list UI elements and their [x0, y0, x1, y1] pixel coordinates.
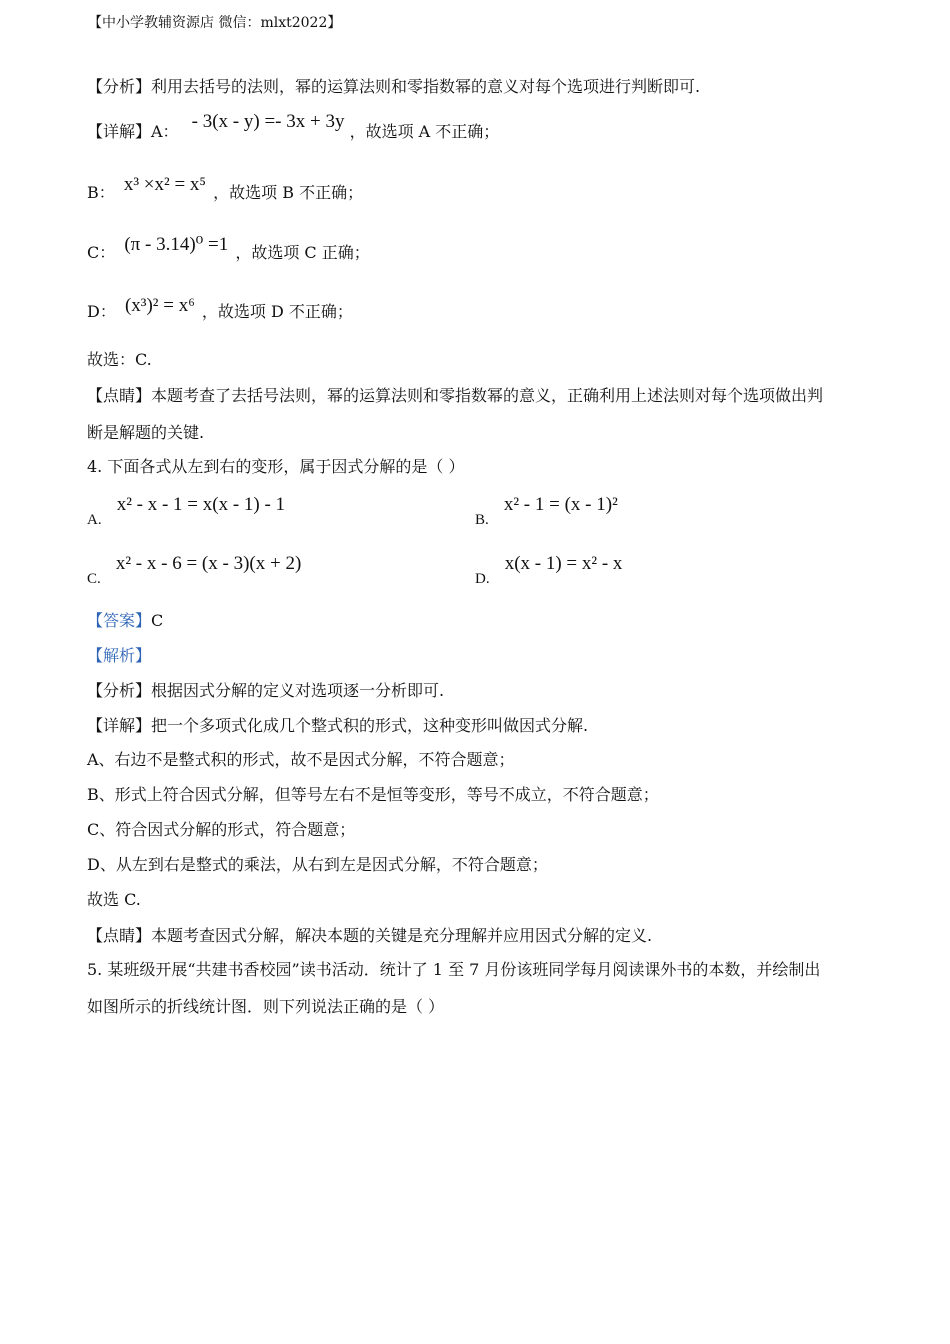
q3-d-expression: (x³)² = x⁶ [124, 295, 195, 316]
q4-jiexi-tag: 【解析】 [87, 646, 152, 665]
q3-detail-prefix: 【详解】A： [87, 122, 179, 141]
q4-option-c-label: C. [87, 571, 101, 587]
q3-c-prefix: C： [87, 243, 116, 262]
q4-option-b-label: B. [475, 512, 489, 528]
q4-stem: 4. 下面各式从左到右的变形，属于因式分解的是（ ） [87, 457, 465, 476]
q4-note-a: A、右边不是整式积的形式，故不是因式分解，不符合题意； [87, 750, 515, 769]
q3-c-conclusion: ，故选项 C 正确； [235, 243, 370, 262]
q3-a-conclusion: ，故选项 A 不正确； [349, 122, 500, 141]
q3-d-conclusion: ，故选项 D 不正确； [201, 302, 353, 321]
page-header: 【中小学教辅资源店 微信：mlxt2022】 [88, 15, 342, 31]
q4-note-b: B、形式上符合因式分解，但等号左右不是恒等变形，等号不成立，不符合题意； [87, 785, 659, 804]
q3-a-expression: - 3(x - y) =- 3x + 3y [191, 111, 345, 132]
q3-b-expression: x³ ×x² = x⁵ [123, 174, 207, 195]
q4-comment: 【点睛】本题考查因式分解，解决本题的关键是充分理解并应用因式分解的定义. [87, 926, 653, 945]
q3-comment-line2: 断是解题的关键. [87, 423, 205, 442]
q3-d-prefix: D： [87, 302, 116, 321]
q4-option-a [87, 494, 286, 528]
q3-comment-line1: 【点睛】本题考查了去括号法则，幂的运算法则和零指数幂的意义，正确利用上述法则对每个选项做出判 [87, 386, 824, 405]
q4-answer [87, 611, 163, 631]
q4-option-c-expression: x² - x - 6 = (x - 3)(x + 2) [115, 553, 302, 574]
q4-option-d-expression: x(x - 1) = x² - x [504, 553, 623, 574]
q4-option-d [475, 553, 623, 587]
q3-analysis: 【分析】利用去括号的法则，幂的运算法则和零指数幂的意义对每个选项进行判断即可. [87, 77, 701, 96]
q4-option-d-label: D. [475, 571, 490, 587]
q3-detail-a [87, 111, 500, 142]
q4-option-a-label: A. [87, 512, 102, 528]
q3-c-expression: (π - 3.14)⁰ =1 [124, 234, 229, 255]
q3-detail-c [87, 234, 370, 263]
q4-option-a-expression: x² - x - 1 = x(x - 1) - 1 [116, 494, 286, 515]
q5-stem-line1: 5. 某班级开展“共建书香校园”读书活动．统计了 1 至 7 月份该班同学每月阅读课外书的本数，并绘制出 [87, 960, 821, 979]
q4-option-b-expression: x² - 1 = (x - 1)² [503, 494, 618, 515]
q3-answer-choice: 故选：C. [87, 350, 152, 369]
q3-detail-b [87, 174, 364, 203]
q4-note-d: D、从左到右是整式的乘法，从右到左是因式分解，不符合题意； [87, 855, 548, 874]
q4-option-b [475, 494, 618, 528]
q4-detail: 【详解】把一个多项式化成几个整式积的形式，这种变形叫做因式分解. [87, 716, 589, 735]
q4-note-c: C、符合因式分解的形式，符合题意； [87, 820, 356, 839]
q4-analysis: 【分析】根据因式分解的定义对选项逐一分析即可. [87, 681, 445, 700]
q4-answer-value: C [151, 611, 164, 630]
q4-answer-tag: 【答案】 [87, 611, 152, 630]
q3-detail-d [87, 295, 353, 322]
q3-b-conclusion: ，故选项 B 不正确； [213, 183, 364, 202]
q5-stem-line2: 如图所示的折线统计图．则下列说法正确的是（ ） [87, 997, 445, 1016]
q4-answer-choice: 故选 C. [87, 890, 141, 909]
q4-option-c [87, 553, 302, 587]
q3-b-prefix: B： [87, 183, 115, 202]
